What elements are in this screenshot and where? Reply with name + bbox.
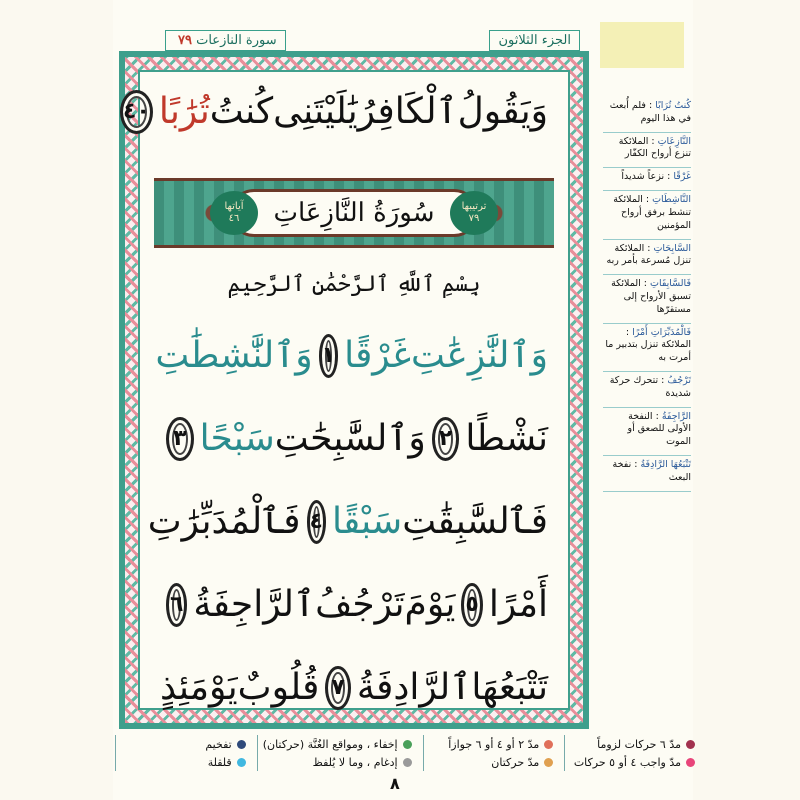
surah-ayat-label: آياتها	[224, 201, 244, 212]
side-note-term: تَتْبَعُهَا الرَّادِفَةُ	[640, 459, 691, 471]
side-note	[603, 194, 691, 232]
verse-word: نَشْطًا	[465, 418, 548, 459]
legend-item	[257, 735, 417, 753]
verse-word: كُنتُ	[209, 91, 274, 132]
surah-order-value: ٧٩	[468, 213, 480, 224]
verse-line-1	[123, 90, 548, 134]
verse-word: يَوْمَ	[404, 584, 456, 625]
legend-color-dot	[686, 740, 695, 749]
legend-color-dot	[544, 740, 553, 749]
side-note	[603, 136, 691, 162]
page-frame	[119, 51, 589, 729]
verse-word: وَٱلنَّٰزِعَٰتِ	[410, 335, 548, 376]
juz-header-label: الجزء الثلاثون	[498, 33, 571, 48]
margin-highlight	[600, 22, 684, 68]
ayah-number-marker: ٢	[432, 417, 460, 461]
side-note-term: فَالْمُدَبِّرَاتِ أَمْرًا	[632, 326, 691, 338]
side-note-term: غَرْقًا	[673, 171, 691, 183]
surah-header	[165, 30, 286, 51]
side-note	[603, 411, 691, 449]
verse-word: سَبْقًا	[331, 501, 403, 542]
legend-label: قلقلة	[207, 755, 232, 769]
verse-word: وَٱلسَّٰبِحَٰتِ	[274, 418, 426, 459]
frame-inner	[123, 70, 570, 710]
legend-color-dot	[403, 740, 412, 749]
verse-word: تُرَٰبًا	[158, 91, 210, 132]
legend-label: مدّ ٦ حركات لزوماً	[597, 737, 681, 751]
note-divider	[603, 274, 691, 275]
ayah-number-marker: ٦	[166, 583, 187, 627]
legend-color-dot	[403, 758, 412, 767]
legend-label: تفخيم	[205, 737, 232, 751]
surah-header-label: سورة النازعات	[196, 33, 277, 48]
side-note	[603, 327, 691, 365]
legend-color-dot	[237, 758, 246, 767]
side-note-term: السَّابِحَاتِ	[653, 242, 691, 254]
legend-item	[564, 735, 700, 753]
side-note-text: : الملائكة تنشط برفق أرواح المؤمنين	[613, 194, 691, 231]
legend-color-dot	[237, 740, 246, 749]
verse-word: ٱلْكَافِرُ	[357, 91, 458, 132]
side-note	[603, 100, 691, 126]
ayah-number-marker: ٤٠	[120, 90, 153, 134]
legend-label: إدغام ، وما لا يُلفظ	[312, 755, 398, 769]
side-note-text: : تتحرك حركة شديدة	[609, 375, 691, 399]
verse-word: فَٱلْمُدَبِّرَٰتِ	[147, 501, 301, 542]
side-notes	[603, 100, 691, 495]
side-note-term: كُنتُ تُرَابًا	[655, 100, 691, 111]
verse-word: وَٱلنَّٰشِطَٰتِ	[155, 335, 313, 376]
side-note	[603, 243, 691, 269]
side-note	[603, 375, 691, 401]
legend-label: مدّ حركتان	[491, 755, 540, 769]
verse-word: يَوْمَئِذٍ	[160, 667, 238, 708]
legend-item	[423, 753, 559, 771]
legend-label: مدّ ٢ أو ٤ أو ٦ جوازاً	[448, 737, 540, 751]
page-header	[165, 27, 580, 54]
verse-word: تَرْجُفُ	[315, 584, 405, 625]
legend-color-dot	[686, 758, 695, 767]
note-divider	[603, 407, 691, 408]
side-note-text: : الملائكة تسبق الأرواح إلى مستقرّها	[611, 278, 691, 315]
verse-line-4	[147, 500, 548, 544]
legend-item	[115, 753, 251, 771]
verse-line-2	[155, 334, 548, 378]
legend-label: مدّ واجب ٤ أو ٥ حركات	[573, 755, 681, 769]
side-note-text: : نفخة البعث	[612, 459, 691, 483]
ayah-number-marker: ١	[319, 334, 338, 378]
side-note-text: : نزعاً شديداً	[621, 171, 674, 183]
verse-word: سَبْحًا	[199, 418, 275, 459]
note-divider	[603, 371, 691, 372]
juz-header	[489, 30, 580, 51]
note-divider	[603, 167, 691, 168]
verse-word: غَرْقًا	[344, 335, 411, 376]
legend-item	[257, 753, 417, 771]
ayah-number-marker: ٤	[307, 500, 326, 544]
surah-order-label: ترتيبها	[461, 201, 487, 212]
surah-ayat-badge	[210, 191, 258, 235]
surah-title: سُورَةُ النَّازِعَاتِ	[230, 189, 477, 237]
page-number: ٨	[390, 774, 400, 793]
side-note-term: الرَّاجِفَةُ	[661, 410, 691, 422]
verse-word: تَتْبَعُهَا	[471, 667, 548, 708]
verse-word: أَمْرًا	[488, 584, 548, 625]
side-note-term: فَالسَّابِقَاتِ	[650, 278, 691, 290]
legend-item	[423, 735, 559, 753]
basmala: بِسْمِ ٱللَّهِ ٱلرَّحْمَٰنِ ٱلرَّحِيمِ	[227, 272, 481, 297]
note-divider	[603, 190, 691, 191]
surah-order-badge	[450, 191, 498, 235]
side-note-text: : فلم أُبعث في هذا اليوم	[609, 100, 691, 124]
surah-header-number: ٧٩	[178, 33, 192, 48]
note-divider	[603, 491, 691, 492]
ayah-number-marker: ٧	[325, 666, 351, 710]
verse-word: ٱلرَّادِفَةُ	[356, 667, 472, 708]
verse-word: يَٰلَيْتَنِى	[273, 91, 358, 132]
verse-line-3	[160, 417, 548, 461]
verse-line-6	[160, 666, 548, 710]
side-note-term: تَرْجُفُ	[667, 375, 691, 386]
legend-item	[564, 753, 700, 771]
surah-ayat-value: ٤٦	[228, 213, 240, 224]
tajweed-legend	[115, 735, 700, 771]
surah-title-band	[154, 178, 554, 248]
side-note-text: : النفخة الأولى للصعق أو الموت	[627, 410, 691, 448]
note-divider	[603, 132, 691, 133]
ayah-number-marker: ٣	[166, 417, 194, 461]
ayah-number-marker: ٥	[461, 583, 482, 627]
side-note-text: : الملائكة تنزل مُسرعة بأمر ربه	[606, 242, 691, 267]
side-note-text: : الملائكة تنزل بتدبير ما أمرت به	[605, 326, 691, 364]
side-note-term: النَّازِعَاتِ	[657, 135, 691, 147]
legend-label: إخفاء ، ومواقع الغُنَّة (حركتان)	[262, 737, 398, 751]
side-note-term: النَّاشِطَاتِ	[652, 194, 691, 206]
side-note	[603, 171, 691, 184]
verse-word: وَيَقُولُ	[457, 91, 548, 132]
verse-line-5	[160, 583, 548, 627]
note-divider	[603, 455, 691, 456]
side-note	[603, 459, 691, 485]
note-divider	[603, 323, 691, 324]
note-divider	[603, 239, 691, 240]
verse-word: ٱلرَّاجِفَةُ	[193, 584, 316, 625]
verse-word: قُلُوبٌ	[237, 667, 320, 708]
legend-item	[115, 735, 251, 753]
verse-word: فَٱلسَّٰبِقَٰتِ	[402, 501, 548, 542]
legend-color-dot	[544, 758, 553, 767]
side-note-text: : الملائكة تنزع أرواح الكفّار	[618, 135, 691, 160]
side-note	[603, 278, 691, 316]
